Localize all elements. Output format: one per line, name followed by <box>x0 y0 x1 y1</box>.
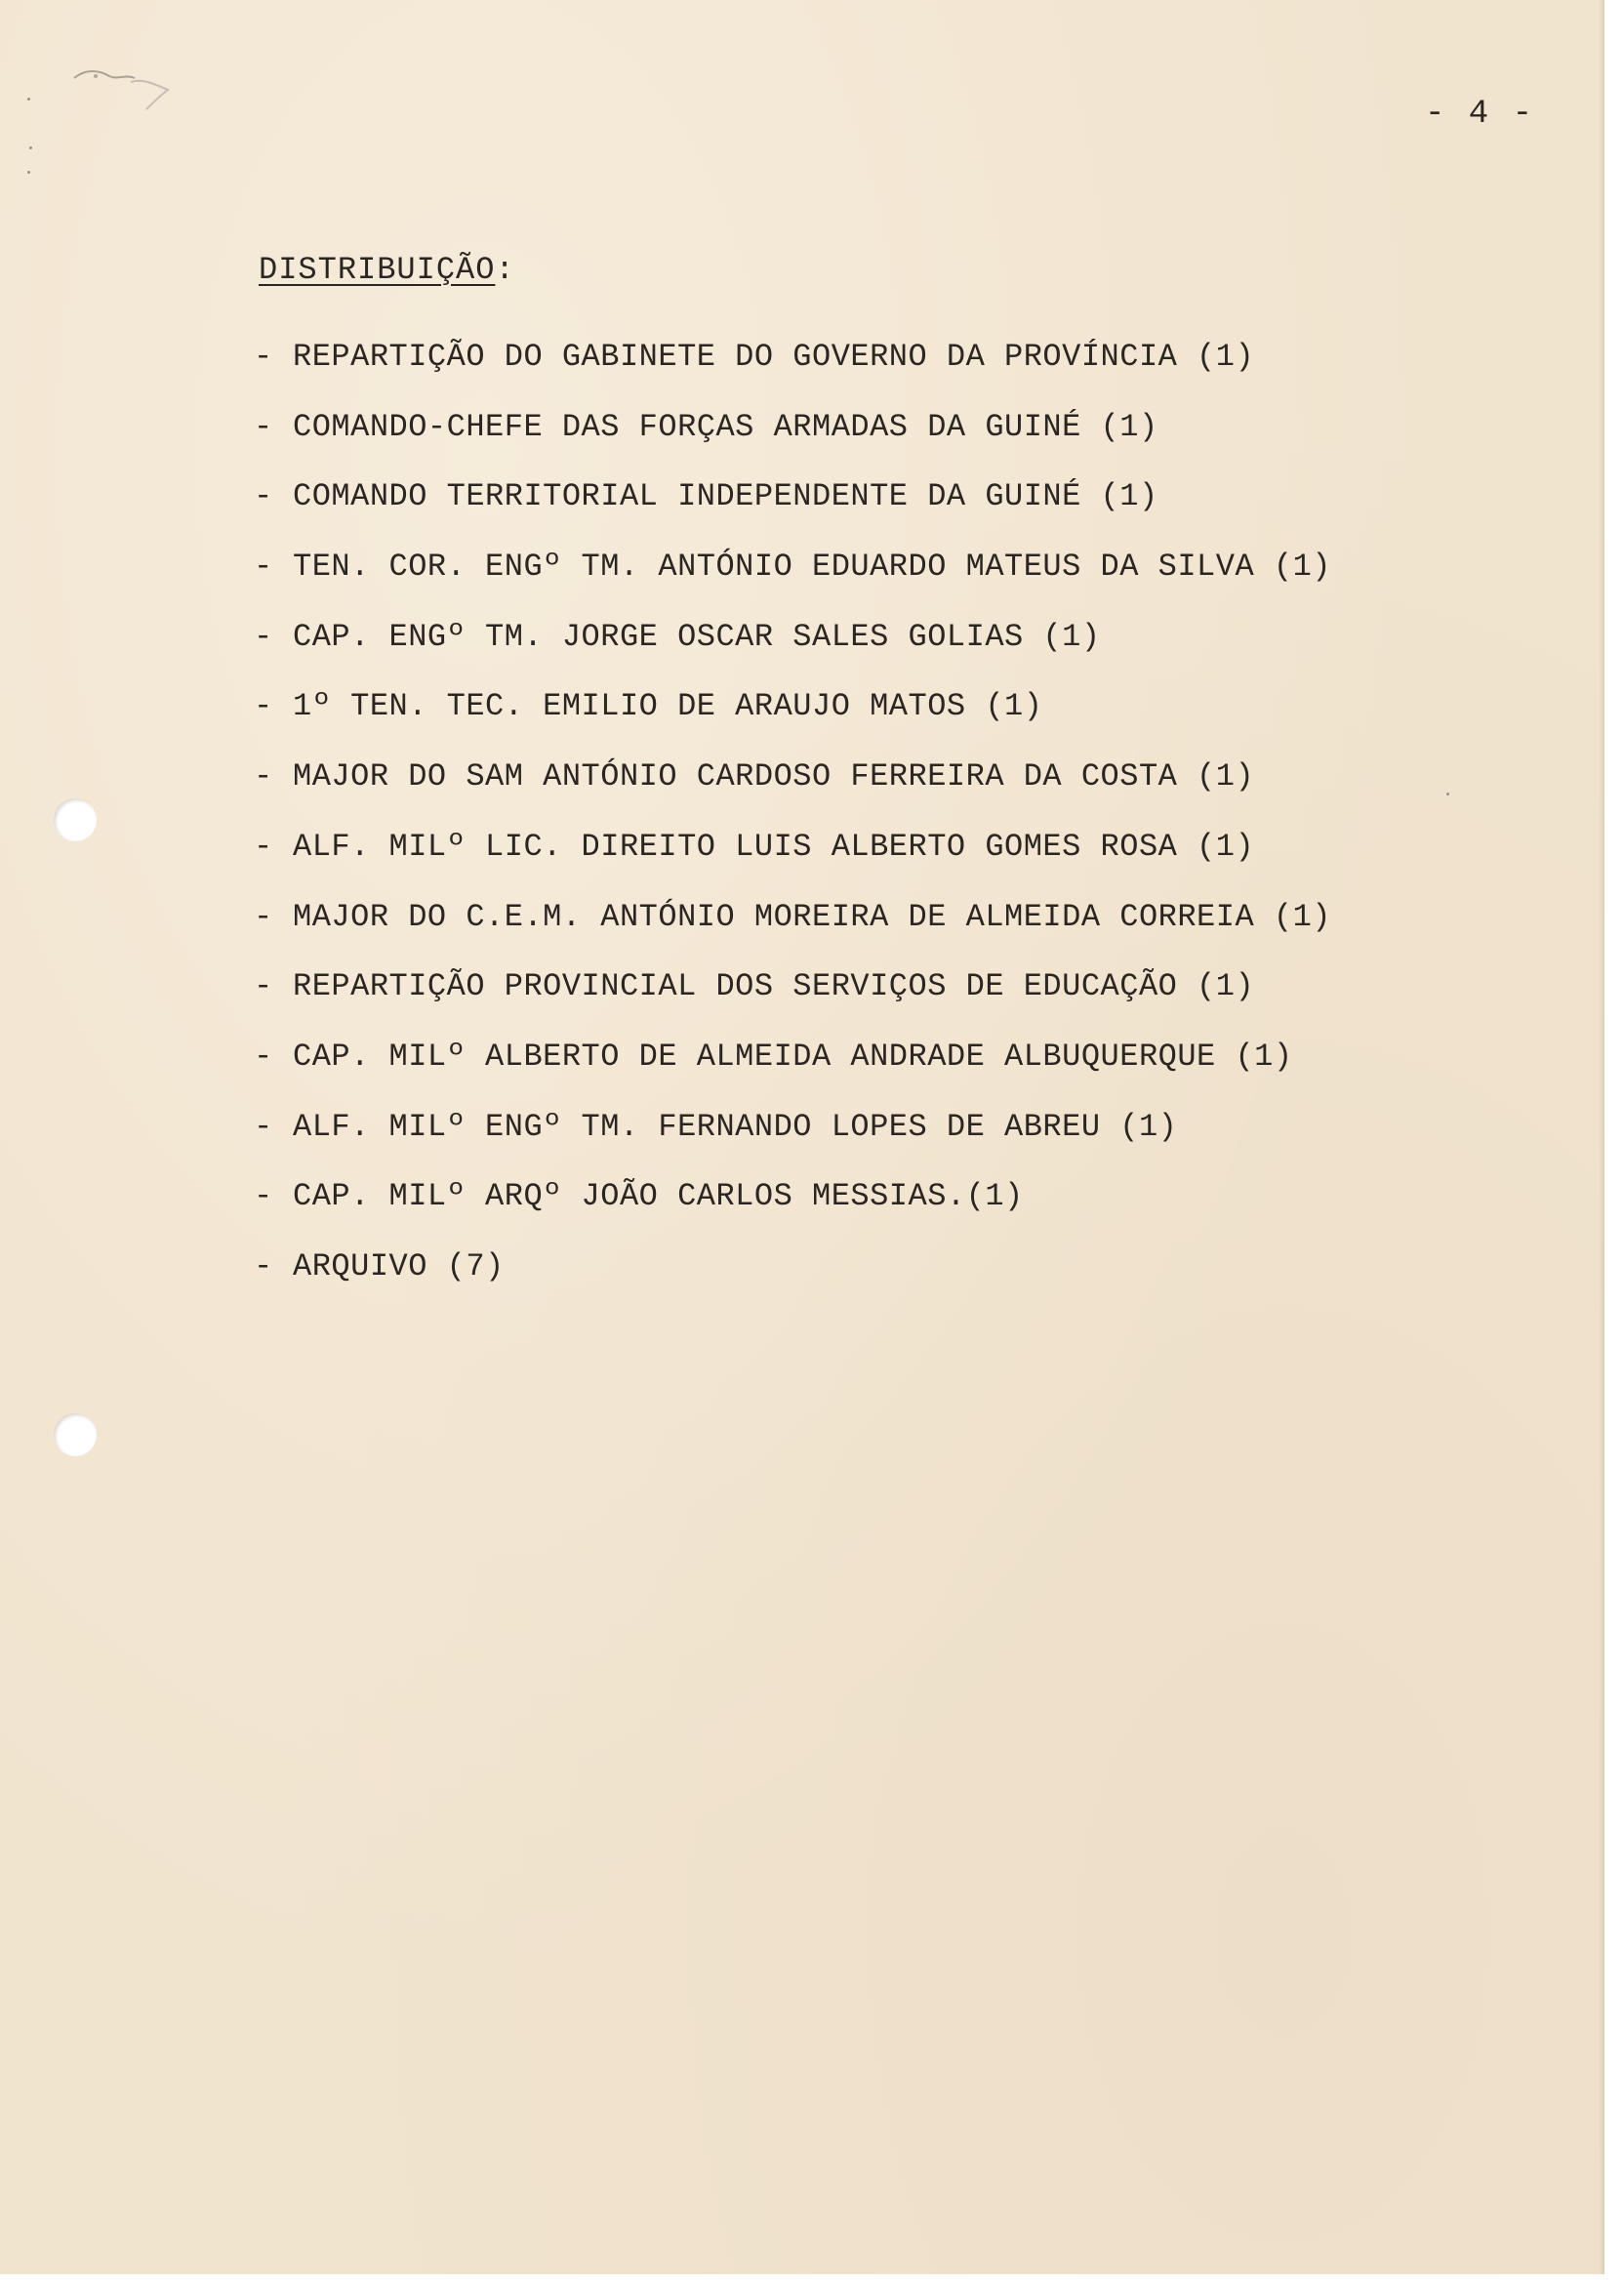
distribution-item-text: CAP. MILº ARQº JOÃO CARLOS MESSIAS.(1) <box>293 1178 1024 1215</box>
distribution-item <box>254 1036 1425 1106</box>
list-bullet: - <box>254 618 273 655</box>
ink-smudge-icon <box>66 61 183 119</box>
distribution-item <box>254 1245 1425 1316</box>
distribution-item-text: CAP. ENGº TM. JORGE OSCAR SALES GOLIAS (1) <box>293 618 1101 655</box>
distribution-item <box>254 475 1425 546</box>
punch-hole <box>54 798 97 841</box>
list-bullet: - <box>254 758 273 795</box>
distribution-heading-label: DISTRIBUIÇÃO <box>259 252 496 288</box>
distribution-item-text: CAP. MILº ALBERTO DE ALMEIDA ANDRADE ALBUQUERQUE (1) <box>293 1038 1293 1075</box>
distribution-item-text: COMANDO-CHEFE DAS FORÇAS ARMADAS DA GUINÉ (1) <box>293 408 1158 445</box>
distribution-item <box>254 336 1425 406</box>
list-bullet: - <box>254 828 273 865</box>
list-bullet: - <box>254 898 273 935</box>
distribution-item <box>254 685 1425 755</box>
distribution-item <box>254 896 1425 966</box>
distribution-item <box>254 1175 1425 1245</box>
list-bullet: - <box>254 339 273 375</box>
distribution-item-text: ALF. MILº LIC. DIREITO LUIS ALBERTO GOMES ROSA (1) <box>293 828 1255 865</box>
list-bullet: - <box>254 408 273 445</box>
list-bullet: - <box>254 549 273 586</box>
list-bullet: - <box>254 1108 273 1145</box>
paper-speck <box>27 98 30 101</box>
paper-speck <box>29 146 32 149</box>
list-bullet: - <box>254 688 273 725</box>
distribution-item <box>254 406 1425 476</box>
distribution-item <box>254 1106 1425 1176</box>
page-number: - 4 - <box>1425 96 1535 133</box>
distribution-item-text: 1º TEN. TEC. EMILIO DE ARAUJO MATOS (1) <box>293 688 1043 725</box>
paper-speck <box>27 171 30 174</box>
distribution-item-text: MAJOR DO SAM ANTÓNIO CARDOSO FERREIRA DA COSTA (1) <box>293 758 1255 795</box>
list-bullet: - <box>254 1038 273 1075</box>
page-edge <box>1599 0 1604 2274</box>
list-bullet: - <box>254 968 273 1005</box>
distribution-heading-colon: : <box>495 252 515 288</box>
list-bullet: - <box>254 478 273 515</box>
distribution-item-text: COMANDO TERRITORIAL INDEPENDENTE DA GUINÉ (1) <box>293 478 1158 515</box>
distribution-item-text: ALF. MILº ENGº TM. FERNANDO LOPES DE ABREU (1) <box>293 1108 1178 1145</box>
distribution-item-text: TEN. COR. ENGº TM. ANTÓNIO EDUARDO MATEUS DA SILVA (1) <box>293 549 1331 586</box>
distribution-item-text: MAJOR DO C.E.M. ANTÓNIO MOREIRA DE ALMEIDA CORREIA (1) <box>293 898 1331 935</box>
paper-speck <box>1446 793 1449 795</box>
distribution-item <box>254 826 1425 896</box>
distribution-item <box>254 965 1425 1036</box>
distribution-item <box>254 546 1425 616</box>
distribution-heading <box>259 252 515 288</box>
list-bullet: - <box>254 1247 273 1285</box>
distribution-list <box>254 336 1425 1316</box>
distribution-item <box>254 616 1425 686</box>
distribution-item-text: REPARTIÇÃO PROVINCIAL DOS SERVIÇOS DE EDUCAÇÃO (1) <box>293 968 1255 1005</box>
distribution-item-text: REPARTIÇÃO DO GABINETE DO GOVERNO DA PROVÍNCIA (1) <box>293 339 1255 375</box>
distribution-item <box>254 755 1425 826</box>
punch-hole <box>54 1413 97 1456</box>
list-bullet: - <box>254 1178 273 1215</box>
distribution-item-text: ARQUIVO (7) <box>293 1247 505 1285</box>
